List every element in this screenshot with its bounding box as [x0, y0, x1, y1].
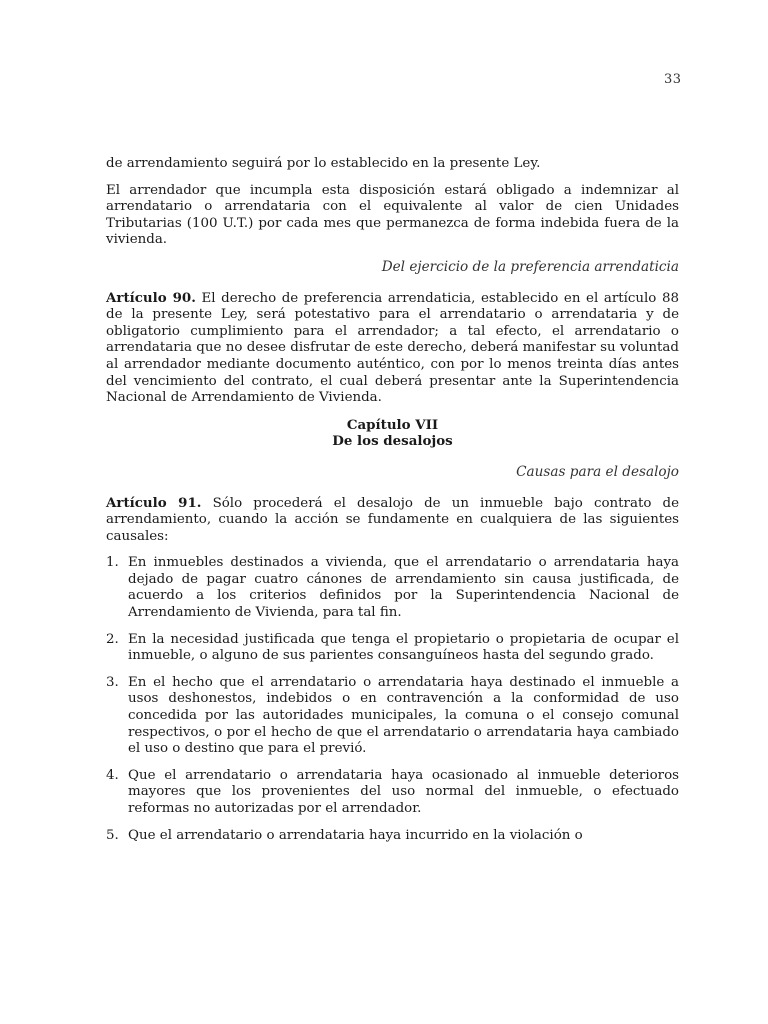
list-item — [106, 828, 679, 845]
chapter-number: Capítulo VII — [346, 416, 439, 433]
article-90 — [106, 290, 679, 407]
section-title-eviction-causes: Causas para el desalojo — [516, 463, 679, 480]
chapter-title: De los desalojos — [332, 433, 453, 450]
list-item-text: En inmuebles destinados a vivienda, que el arrendatario o arrendataria haya dejado de pagar cuatro cánones de arrendamiento sin causa justificada, de acuerdo a los criterios definidos por la Superintendencia Nacional de Arrendamiento de Vivienda, para tal fin. — [128, 555, 679, 621]
paragraph-indemnity: El arrendador que incumpla esta disposición estará obligado a indemnizar al arrendatario o arrendataria con el equivalente al valor de cien Unidades Tributarias (100 U.T.) por cada mes que permanezca de forma indebida fuera de la vivienda. — [106, 182, 679, 248]
list-item-number: 1. — [106, 555, 119, 571]
list-item-number: 5. — [106, 827, 119, 843]
list-item-text: En el hecho que el arrendatario o arrendataria haya destinado el inmueble a usos deshonestos, indebidos o en contravención a la conformidad de uso concedida por las autoridades municipales, la comuna o el consejo comunal respectivos, o por el hecho de que el arrendatario o arrendataria haya cambiado el uso o destino que para el previó. — [128, 674, 679, 757]
causales-list — [106, 555, 679, 844]
article-90-label: Artículo 90. — [106, 289, 196, 306]
list-item-number: 3. — [106, 674, 119, 690]
section-title-preference: Del ejercicio de la preferencia arrendaticia — [381, 258, 679, 275]
list-item-number: 2. — [106, 631, 119, 647]
article-91 — [106, 495, 679, 546]
page-content — [106, 156, 679, 854]
list-item — [106, 675, 679, 758]
list-item-text: Que el arrendatario o arrendataria haya ocasionado al inmueble deterioros mayores que los provenientes del uso normal del inmueble, o efectuado reformas no autorizadas por el arrendador. — [128, 767, 679, 816]
list-item-text: Que el arrendatario o arrendataria haya incurrido en la violación o — [128, 827, 583, 843]
chapter-heading — [106, 417, 679, 450]
list-item-number: 4. — [106, 767, 119, 783]
article-90-text: El derecho de preferencia arrendaticia, establecido en el artículo 88 de la presente Ley, será potestativo para el arrendatario o arrendataria y de obligatorio cumplimiento para el arrendador; a tal efecto, el arrendatario o arrendataria que no desee disfrutar de este derecho, deberá manifestar su voluntad al arrendador mediante documento auténtico, con por lo menos treinta días antes del vencimiento del contrato, el cual deberá presentar ante la Superintendencia Nacional de Arrendamiento de Vivienda. — [106, 290, 679, 406]
article-91-label: Artículo 91. — [106, 494, 202, 511]
paragraph-continuation: de arrendamiento seguirá por lo establecido en la presente Ley. — [106, 156, 541, 171]
list-item — [106, 768, 679, 818]
article-91-text: Sólo procederá el desalojo de un inmueble bajo contrato de arrendamiento, cuando la acción se fundamente en cualquiera de las siguientes causales: — [106, 495, 679, 544]
list-item — [106, 632, 679, 665]
list-item-text: En la necesidad justificada que tenga el propietario o propietaria de ocupar el inmueble, o alguno de sus parientes consanguíneos hasta del segundo grado. — [128, 631, 679, 664]
list-item — [106, 555, 679, 621]
page-number: 33 — [664, 72, 682, 87]
